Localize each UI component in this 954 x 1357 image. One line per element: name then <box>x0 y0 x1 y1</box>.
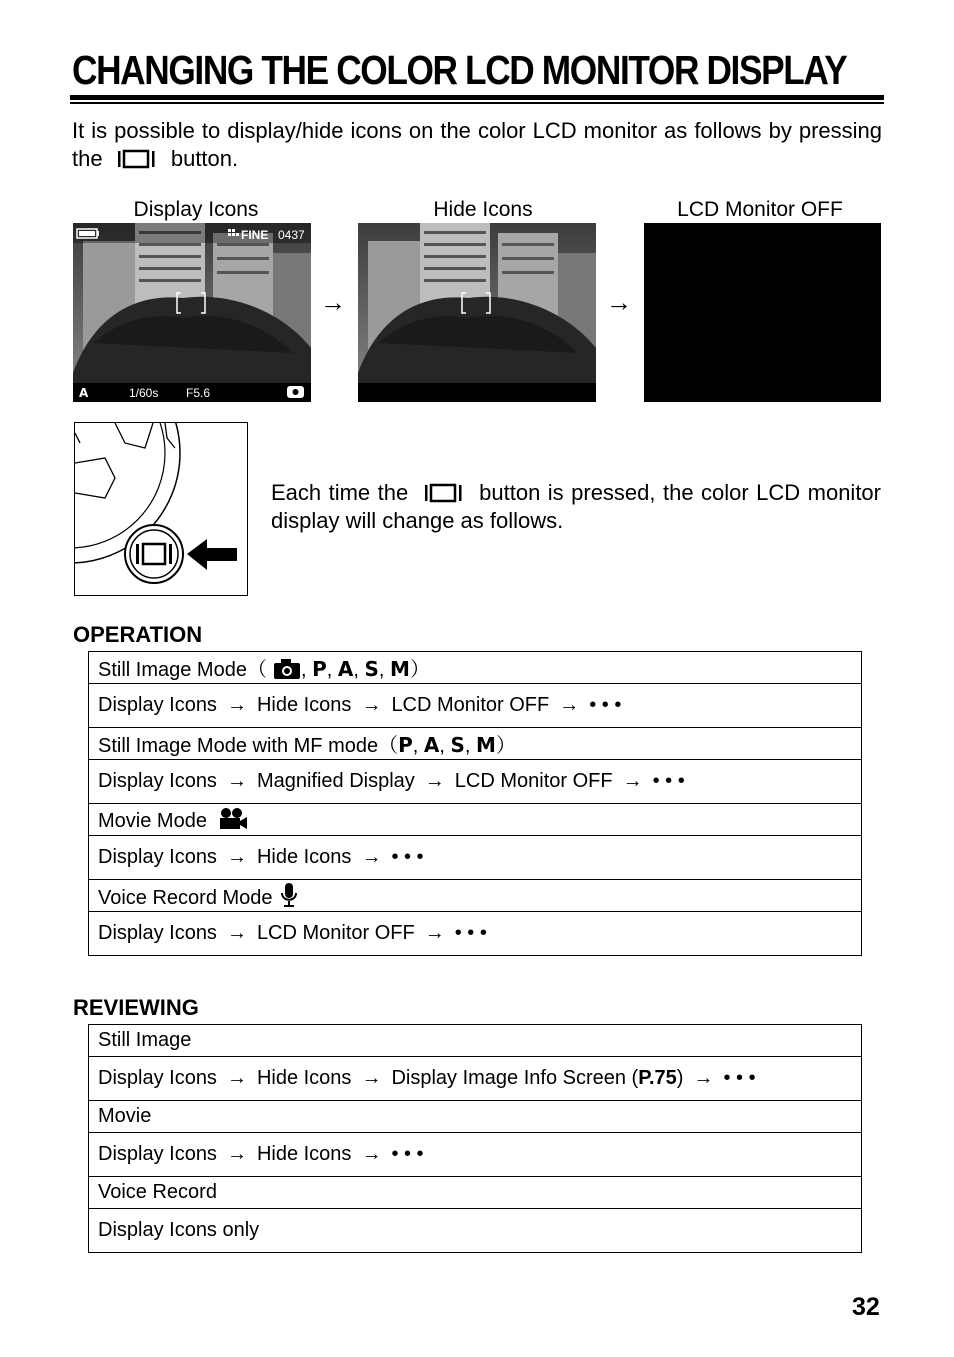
display-button-icon <box>424 483 464 503</box>
review-still-header: Still Image <box>89 1025 862 1057</box>
table-row <box>89 684 862 728</box>
shots-count: 0437 <box>278 228 305 242</box>
intro-text-before: It is possible to display/hide icons on the color LCD monitor as follows by pressing the <box>72 118 882 171</box>
still-mode-header: Still Image Mode（ , P, A, S, M） <box>89 652 862 684</box>
title-rule-thin <box>70 102 884 104</box>
mode-dial-and-button-illustration <box>75 423 248 596</box>
display-button-icon <box>117 149 157 169</box>
page-title: CHANGING THE COLOR LCD MONITOR DISPLAY <box>72 47 847 93</box>
page-number: 32 <box>852 1293 880 1321</box>
table-row <box>89 912 862 956</box>
caption-display-icons: Display Icons <box>133 198 259 221</box>
intro-text-after: button. <box>170 146 239 171</box>
aperture-value: F5.6 <box>186 386 211 400</box>
table-row <box>89 836 862 880</box>
city-scene-illustration <box>73 223 311 402</box>
movie-mode-flow: Display Icons → Hide Icons → • • • <box>89 836 862 880</box>
review-voice-header: Voice Record <box>89 1177 862 1209</box>
caption-hide-icons: Hide Icons <box>433 198 533 221</box>
pointer-arrow-icon <box>187 539 237 570</box>
mf-mode-header: Still Image Mode with MF mode（P, A, S, M） <box>89 728 862 760</box>
table-row <box>89 880 862 912</box>
camera-dial-illustration <box>74 422 248 596</box>
review-movie-flow: Display Icons → Hide Icons → • • • <box>89 1133 862 1177</box>
shutter-speed: 1/60s <box>129 386 159 400</box>
mode-s: S <box>364 657 379 681</box>
review-still-flow: Display Icons → Hide Icons → Display Image Info Screen (P.75) → • • • <box>89 1057 862 1101</box>
table-row <box>89 1209 862 1253</box>
table-row <box>89 1177 862 1209</box>
table-row <box>89 804 862 836</box>
intro-paragraph <box>72 117 882 173</box>
city-scene-illustration <box>358 223 596 402</box>
quality-label: FINE <box>241 228 269 242</box>
each-time-text-before: Each time the <box>271 480 409 505</box>
page-reference-link[interactable]: P.75 <box>638 1067 677 1089</box>
caption-lcd-off: LCD Monitor OFF <box>677 198 843 221</box>
title-rule-thick <box>70 95 884 100</box>
movie-camera-icon <box>217 807 249 831</box>
still-mode-flow: Display Icons → Hide Icons → LCD Monitor OFF → • • • <box>89 684 862 728</box>
reviewing-table <box>88 1024 862 1253</box>
each-time-text-after: button is pressed, the color LCD monitor display will change as follows. <box>271 480 881 533</box>
flow-arrow-1: → <box>320 287 346 317</box>
voice-mode-header: Voice Record Mode <box>89 880 862 912</box>
table-row <box>89 652 862 684</box>
mf-mode-flow: Display Icons → Magnified Display → LCD Monitor OFF → • • • <box>89 760 862 804</box>
operation-table <box>88 651 862 956</box>
table-row <box>89 760 862 804</box>
review-movie-header: Movie <box>89 1101 862 1133</box>
operation-heading: OPERATION <box>73 622 203 647</box>
auto-camera-icon <box>273 658 301 680</box>
lcd-display-icons-image <box>73 223 311 402</box>
mode-p: P <box>312 657 327 681</box>
microphone-icon <box>279 882 299 908</box>
table-row <box>89 1025 862 1057</box>
voice-mode-flow: Display Icons → LCD Monitor OFF → • • • <box>89 912 862 956</box>
movie-mode-header: Movie Mode <box>89 804 862 836</box>
table-row <box>89 1057 862 1101</box>
review-voice-flow: Display Icons only <box>89 1209 862 1253</box>
table-row <box>89 728 862 760</box>
mode-indicator: A <box>79 386 89 400</box>
mode-m: M <box>390 657 410 681</box>
flow-arrow-2: → <box>606 287 632 317</box>
reviewing-heading: REVIEWING <box>73 995 199 1020</box>
table-row <box>89 1101 862 1133</box>
table-row <box>89 1133 862 1177</box>
lcd-monitor-off-image <box>644 223 881 402</box>
mode-a: A <box>337 657 354 681</box>
each-time-paragraph <box>271 479 881 535</box>
lcd-hide-icons-image <box>358 223 596 402</box>
